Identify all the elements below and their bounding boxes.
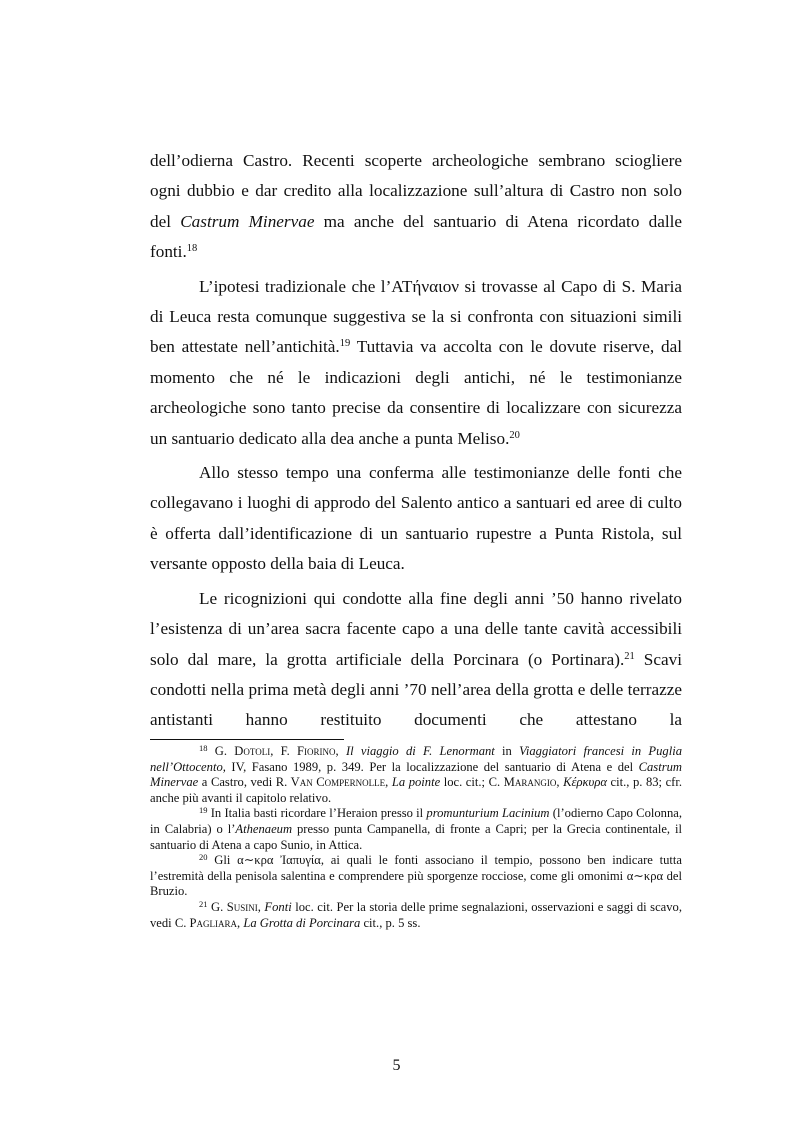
italic-title: Il viaggio di F. Lenormant — [345, 744, 495, 758]
italic-term: Athenaeum — [235, 821, 293, 836]
footnotes — [150, 744, 682, 931]
text-run: loc. cit.; C. M — [440, 775, 515, 790]
italic-term: promunturium Lacinium — [426, 806, 550, 821]
text-run: Le ricognizioni qui condotte alla fine degli anni ’50 hanno rivelato l’esistenza di un’area sacra facente capo a una delle tante cavità accessibili solo dal mare, la grotta artificiale della Porcinara (o Portinara). — [150, 588, 682, 669]
text-run: a Castro, vedi R. V — [198, 775, 300, 790]
author-name: agliara — [196, 915, 238, 930]
paragraph-3 — [150, 458, 682, 580]
footnote-ref-20[interactable]: 20 — [509, 429, 520, 441]
footnote-number: 20 — [199, 852, 208, 863]
text-run: In Italia basti ricordare l’Heraion presso il — [207, 806, 427, 821]
footnote-ref-18[interactable]: 18 — [186, 243, 198, 255]
text-run: , — [556, 775, 564, 790]
author-name: iorino — [304, 744, 336, 758]
italic-title: La Grotta di Porcinara — [243, 915, 361, 930]
text-run: loc. cit. Per la storia delle prime segnalazioni, osservazioni e saggi di scavo, vedi C. P — [150, 899, 682, 930]
text-run: ma anche del santuario di Atena ricordato dalle fonti. — [150, 211, 683, 262]
footnote-number: 19 — [199, 805, 208, 816]
main-text — [150, 146, 682, 740]
footnote-ref-21[interactable]: 21 — [624, 650, 635, 662]
author-name: ompernolle — [324, 775, 386, 790]
footnote-number: 18 — [199, 743, 208, 753]
text-run: dell’odierna Castro. Recenti scoperte archeologiche sembrano sciogliere ogni dubbio e dar credito alla localizzazione sull’altura di Castro non solo del — [150, 151, 682, 231]
paragraph-4 — [150, 584, 682, 736]
author-name: arangio — [514, 775, 557, 790]
text-run: , — [257, 899, 265, 914]
footnote-number: 21 — [199, 898, 208, 909]
text-run: G. S — [207, 899, 234, 914]
page-number: 5 — [392, 1057, 401, 1074]
text-run: (l’odierno Capo Colonna, in Calabria) o l’ — [150, 806, 682, 836]
footnote-18 — [150, 744, 682, 806]
text-run: Allo stesso tempo una conferma alle testimonianze delle fonti che collegavano i luoghi di approdo del Salento antico a santuari ed aree di culto è offerta dall’identificazione di un santuario rupestre a Punta Ristola, sul versante opposto della baia di Leuca. — [150, 463, 682, 574]
italic-term: Castrum Minervae — [180, 211, 315, 231]
author-name: otoli — [243, 744, 271, 758]
italic-title: La pointe — [391, 775, 441, 790]
paragraph-1 — [150, 146, 682, 268]
text-run: cit., p. 83; cfr. anche più avanti il capitolo relativo. — [150, 775, 683, 805]
footnote-separator — [150, 739, 344, 740]
italic-title: Fonti — [264, 899, 292, 914]
text-run: Scavi condotti nella prima metà degli anni ’70 nell’area della grotta e delle terrazze antistanti hanno restituito documenti che attestano la — [150, 649, 682, 730]
italic-title: Castrum Minervae — [150, 759, 682, 790]
author-name: an — [299, 775, 313, 790]
text-run: , — [237, 915, 244, 930]
italic-title: Viaggiatori francesi in Puglia nell’Ottocento, — [150, 744, 683, 774]
footnote-21 — [150, 900, 682, 931]
text-run: G. D — [207, 744, 244, 758]
text-run: C — [312, 775, 325, 790]
text-run: IV, Fasano 1989, p. 349. Per la localizzazione del santuario di Atena e del — [225, 759, 639, 774]
italic-title: Κέρκυρα — [563, 775, 607, 790]
text-run: , — [385, 775, 392, 790]
footnote-19 — [150, 806, 682, 853]
text-run: L’ipotesi tradizionale che l’ΑΤήναιον si trovasse al Capo di S. Maria di Leuca resta comunque suggestiva se la si confronta con situazioni simili ben attestate nell’antichità. — [150, 276, 682, 357]
text-run: presso punta Campanella, di fronte a Capri; per la Grecia continentale, il santuario di Atena a capo Sunio, in Attica. — [150, 821, 682, 852]
text-run: in — [494, 744, 520, 758]
footnote-20 — [150, 853, 682, 900]
text-run: Tuttavia va accolta con le dovute riserve, dal momento che né le indicazioni degli antichi, né le testimonianze archeologiche sono tanto precise da consentire di localizzare con sicurezza un santuario dedicato alla dea anche a punta Meliso. — [150, 337, 682, 448]
text-run: Gli α∼κρα Ἰαπυγία, ai quali le fonti associano il tempio, possono ben indicare tutta l’estremità della penisola salentina e comprendere più sporgenze rocciose, come gli omonimi α∼κρα del Bruzio. — [150, 853, 682, 899]
author-name: usini — [233, 899, 258, 914]
text-run: cit., p. 5 ss. — [360, 915, 421, 930]
text-run: , F. F — [270, 744, 305, 758]
footnote-ref-19[interactable]: 19 — [339, 338, 351, 350]
paragraph-2 — [150, 272, 682, 454]
text-run: , — [335, 744, 346, 758]
